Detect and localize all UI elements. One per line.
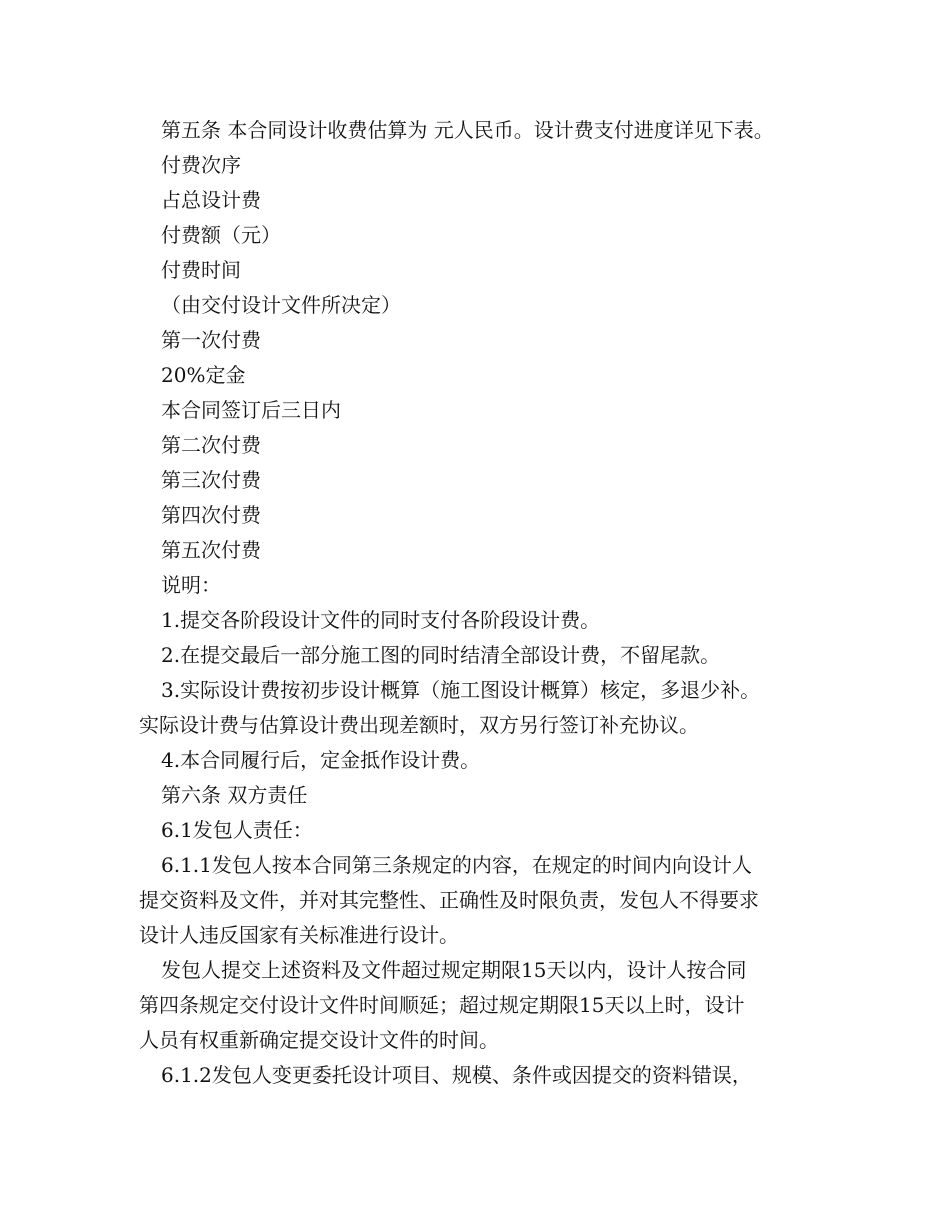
text-line: 人员有权重新确定提交设计文件的时间。 — [139, 1028, 499, 1052]
text-line: 实际设计费与估算设计费出现差额时，双方另行签订补充协议。 — [139, 713, 699, 737]
text-line: 4.本合同履行后，定金抵作设计费。 — [161, 748, 481, 772]
text-line: 第四次付费 — [161, 503, 261, 527]
text-line: 付费时间 — [161, 258, 241, 282]
text-line: 第五条 本合同设计收费估算为 元人民币。设计费支付进度详见下表。 — [161, 118, 774, 142]
text-line: 6.1发包人责任： — [161, 818, 313, 842]
text-line: 付费额（元） — [161, 223, 281, 247]
text-line: 占总设计费 — [161, 188, 261, 212]
text-line: 第四条规定交付设计文件时间顺延；超过规定期限15天以上时，设计 — [139, 993, 745, 1017]
text-line: 设计人违反国家有关标准进行设计。 — [139, 923, 459, 947]
text-line: 2.在提交最后一部分施工图的同时结清全部设计费，不留尾款。 — [161, 643, 721, 667]
document-body — [139, 113, 839, 1093]
text-line: 第二次付费 — [161, 433, 261, 457]
text-line: 20%定金 — [161, 363, 246, 387]
text-line: 6.1.1发包人按本合同第三条规定的内容，在规定的时间内向设计人 — [161, 853, 752, 877]
text-line: 付费次序 — [161, 153, 241, 177]
text-line: 第三次付费 — [161, 468, 261, 492]
text-line: 发包人提交上述资料及文件超过规定期限15天以内，设计人按合同 — [161, 958, 747, 982]
text-line: 第一次付费 — [161, 328, 261, 352]
text-line: （由交付设计文件所决定） — [161, 293, 401, 317]
text-line: 6.1.2发包人变更委托设计项目、规模、条件或因提交的资料错误， — [161, 1063, 752, 1087]
text-line: 第五次付费 — [161, 538, 261, 562]
text-line: 说明： — [161, 573, 221, 597]
text-line: 提交资料及文件，并对其完整性、正确性及时限负责，发包人不得要求 — [139, 888, 759, 912]
text-line: 1.提交各阶段设计文件的同时支付各阶段设计费。 — [161, 608, 601, 632]
text-line: 本合同签订后三日内 — [161, 398, 341, 422]
text-line: 第六条 双方责任 — [161, 783, 308, 807]
text-line: 3.实际设计费按初步设计概算（施工图设计概算）核定，多退少补。 — [161, 678, 761, 702]
